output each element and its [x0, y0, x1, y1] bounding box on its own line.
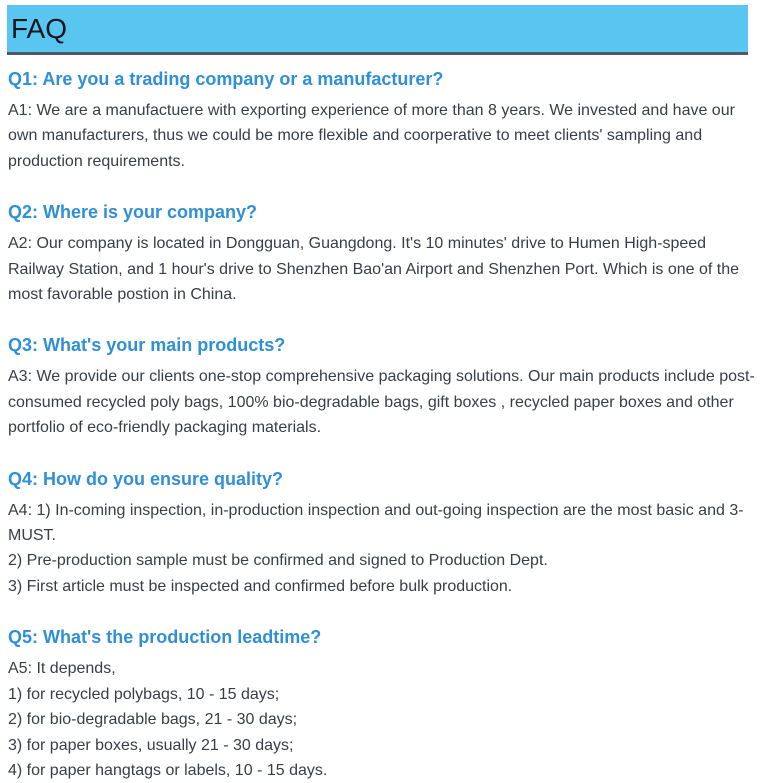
faq-question: Q1: Are you a trading company or a manufacturer?	[8, 69, 444, 89]
faq-item	[8, 69, 755, 174]
faq-page	[0, 5, 765, 779]
faq-content	[8, 69, 755, 783]
faq-answer-line: A4: 1) In-coming inspection, in-production inspection and out-going inspection are the most basic and 3-MUST.	[8, 501, 744, 545]
faq-question: Q4: How do you ensure quality?	[8, 468, 284, 489]
page-title: FAQ	[11, 12, 68, 44]
faq-answer-line: 3) for paper boxes, usually 21 - 30 days;	[8, 736, 294, 754]
faq-answer-line: A3: We provide our clients one-stop comprehensive packaging solutions. Our main products include post-consumed recycled poly bags, 100% bio-degradable bags, gift boxes , recycled paper boxes and other portfolio of eco-friendly packaging materials.	[8, 368, 755, 437]
faq-question: Q5: What's the production leadtime?	[8, 627, 322, 648]
faq-answer-line: 2) Pre-production sample must be confirmed and signed to Production Dept.	[8, 552, 548, 570]
faq-answer-line: 3) First article must be inspected and confirmed before bulk production.	[8, 577, 513, 595]
faq-answer-line: A2: Our company is located in Dongguan, Guangdong. It's 10 minutes' drive to Humen High-speed Railway Station, and 1 hour's drive to Shenzhen Bao'an Airport and Shenzhen Port. Which is one of the most favorable postion in China.	[8, 235, 739, 304]
faq-answer-line: A5: It depends,	[8, 660, 116, 678]
faq-item	[8, 202, 755, 307]
faq-answer-line: A1: We are a manufactuere with exporting experience of more than 8 years. We invested and have our own manufacturers, thus we could be more flexible and coorperative to meet clients' sampling and production requirements.	[8, 102, 735, 170]
faq-question: Q3: What's your main products?	[8, 335, 286, 356]
faq-item	[8, 627, 755, 783]
section-header-bar	[7, 5, 748, 55]
faq-answer-line: 2) for bio-degradable bags, 21 - 30 days;	[8, 711, 298, 729]
faq-item	[8, 469, 755, 600]
faq-answer-line: 4) for paper hangtags or labels, 10 - 15 days.	[8, 761, 328, 779]
faq-question: Q2: Where is your company?	[8, 202, 258, 223]
faq-answer-line: 1) for recycled polybags, 10 - 15 days;	[8, 685, 280, 703]
faq-item	[8, 335, 755, 440]
